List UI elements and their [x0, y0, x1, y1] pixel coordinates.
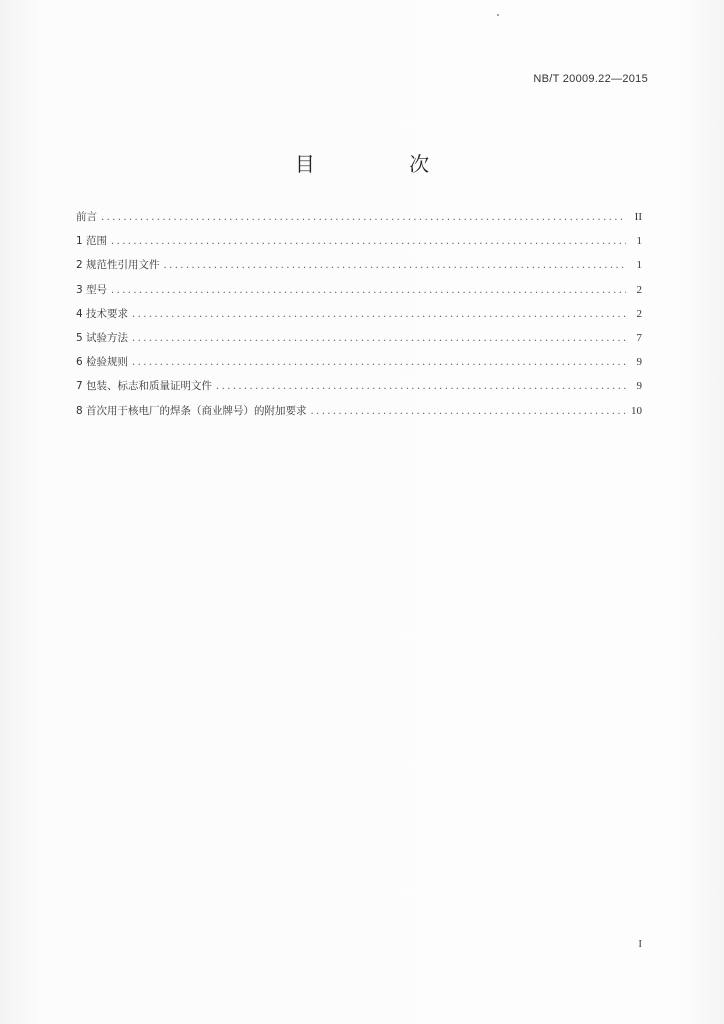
toc-dot-leader — [132, 351, 626, 375]
toc-entry-additional-requirements[interactable] — [76, 399, 642, 423]
toc-entry-scope[interactable] — [76, 229, 642, 253]
toc-entry-page: 10 — [631, 404, 642, 417]
toc-dot-leader — [132, 327, 626, 351]
standard-number: NB/T 20009.22—2015 — [533, 73, 648, 85]
toc-entry-label: 4 技术要求 — [76, 307, 129, 320]
toc-entry-technical-requirements[interactable] — [76, 302, 642, 326]
toc-entry-label: 8 首次用于核电厂的焊条（商业牌号）的附加要求 — [76, 404, 307, 417]
toc-dot-leader — [216, 375, 626, 399]
scan-speck — [497, 14, 499, 16]
toc-entry-label: 7 包装、标志和质量证明文件 — [76, 380, 213, 393]
toc-dot-leader — [164, 254, 626, 278]
page-title: 目 次 — [294, 152, 474, 176]
toc-entry-page: 2 — [636, 307, 642, 320]
toc-entry-page: 7 — [636, 331, 642, 344]
toc-entry-page: II — [634, 211, 642, 223]
toc-entry-label: 前言 — [76, 211, 97, 223]
toc-entry-page: 1 — [636, 259, 642, 272]
toc-entry-page: 1 — [636, 235, 642, 248]
toc-dot-leader — [111, 279, 626, 303]
toc-entry-label: 1 范围 — [76, 235, 108, 248]
toc-entry-label: 2 规范性引用文件 — [76, 259, 160, 272]
page-number: I — [638, 938, 642, 950]
toc-entry-test-methods[interactable] — [76, 326, 642, 350]
toc-entry-label: 6 检验规则 — [76, 356, 129, 369]
toc-entry-packaging[interactable] — [76, 374, 642, 398]
toc-dot-leader — [101, 206, 626, 230]
toc-entry-model[interactable] — [76, 278, 642, 302]
toc-entry-normative-references[interactable] — [76, 253, 642, 277]
toc-entry-page: 2 — [636, 283, 642, 296]
table-of-contents — [76, 205, 642, 423]
toc-dot-leader — [111, 230, 626, 254]
toc-dot-leader — [132, 303, 626, 327]
toc-entry-label: 5 试验方法 — [76, 331, 129, 344]
toc-entry-page: 9 — [636, 356, 642, 369]
toc-entry-inspection-rules[interactable] — [76, 350, 642, 374]
toc-entry-label: 3 型号 — [76, 283, 108, 296]
toc-dot-leader — [311, 400, 625, 424]
toc-entry-foreword[interactable] — [76, 205, 642, 229]
toc-entry-page: 9 — [636, 380, 642, 393]
